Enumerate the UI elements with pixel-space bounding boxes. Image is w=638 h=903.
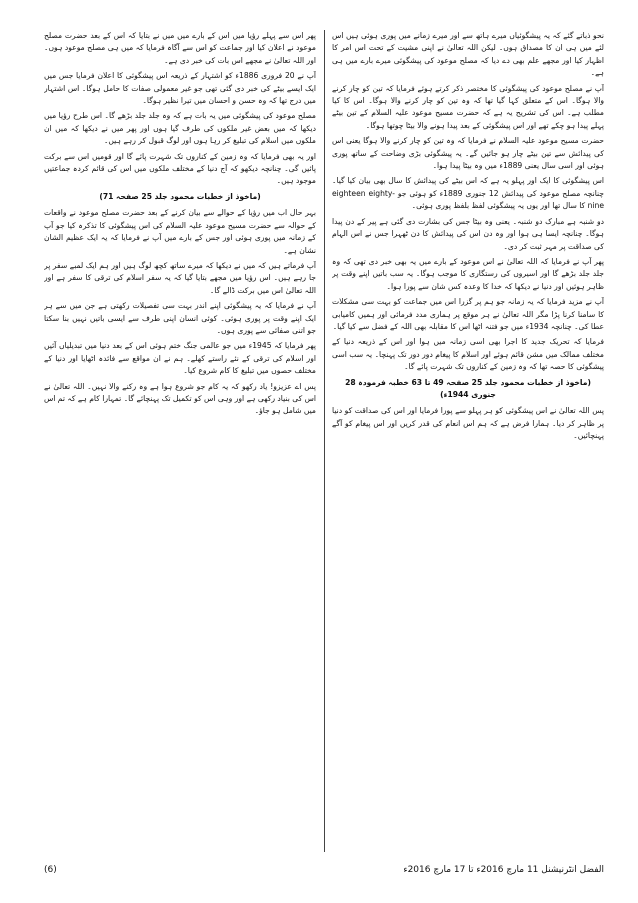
column-divider bbox=[324, 30, 325, 852]
paragraph: آپ فرماتے ہیں کہ میں نے دیکھا کہ میرے ساتھ کچھ لوگ ہیں اور ہم ایک لمبے سفر پر جا رہے ہیں۔ اس رؤیا میں مجھے بتایا گیا کہ یہ سفر اسلام کی ترقی کا سفر ہے اور اللہ تعالیٰ اس میں برکت ڈالے گا۔ bbox=[44, 260, 316, 295]
paragraph: آپ نے مصلح موعود کی پیشگوئی کا مختصر ذکر کرتے ہوئے فرمایا کہ تین کو چار کرنے والا ہوگا۔ اس کے متعلق کہا گیا تھا کہ وہ تین کو چار کرنے والا ہوگا۔ اس کا کیا مطلب ہے۔ اس کی تشریح یہ ہے کہ حضرت مسیح موعود علیہ السلام کے تین بیٹے پہلے پیدا ہو چکے تھے اور اس پیشگوئی کے بعد پیدا ہونے والا بیٹا چوتھا ہوگا۔ bbox=[332, 83, 604, 130]
paragraph: بہر حال اب میں رؤیا کے حوالے سے بیان کرنے کے بعد حضرت مصلح موعود نے واقعات کے حوالہ سے حضرت مسیح موعود علیہ السلام کی اس پیشگوئی کا تذکرہ کیا جو آپ کے زمانہ میں پوری ہوئی اور جس کے بارے میں آپ نے فرمایا کہ یہ ایک عظیم الشان نشان ہے۔ bbox=[44, 208, 316, 255]
paragraph: پس اللہ تعالیٰ نے اس پیشگوئی کو ہر پہلو سے پورا فرمایا اور اس کی صداقت کو دنیا پر ظاہر کر دیا۔ ہمارا فرض ہے کہ ہم اس انعام کی قدر کریں اور اس پیغام کو آگے پہنچائیں۔ bbox=[332, 406, 604, 441]
citation: (ماخوذ از خطبات محمود جلد 25 صفحہ 71) bbox=[99, 191, 261, 201]
paragraph: آپ نے فرمایا کہ یہ پیشگوئی اپنے اندر بہت سی تفصیلات رکھتی ہے جن میں سے ہر ایک اپنے وقت پر پوری ہوئی۔ کوئی انسان اپنی طرف سے ایسی باتیں نہیں بنا سکتا جو اتنی صفائی سے پوری ہوں۔ bbox=[44, 301, 316, 335]
paragraph: حضرت مسیح موعود علیہ السلام نے فرمایا کہ وہ تین کو چار کرنے والا ہوگا یعنی اس کی پیدائش سے تین بیٹے چار ہو جائیں گے۔ یہ پیشگوئی بڑی وضاحت کے ساتھ پوری ہوئی اور اسی سال یعنی 1889ء میں وہ بیٹا پیدا ہوا۔ bbox=[332, 136, 604, 171]
paragraph: اس پیشگوئی کا ایک اور پہلو یہ ہے کہ اس بیٹے کی پیدائش کا سال بھی بیان کیا گیا۔ چنانچہ مصلح موعود کی پیدائش 12 جنوری 1889ء کو ہوئی جو eighteen eighty-nine کا سال تھا اور یوں یہ پیشگوئی لفظ بلفظ پوری ہوئی۔ bbox=[332, 176, 604, 211]
paragraph: نحو ذباتے گئے کہ یہ پیشگوئیاں میرے ہاتھ سے اور میرے زمانے میں پوری ہوئی ہیں اس لئے میں ہی ان کا مصداق ہوں۔ لیکن اللہ تعالیٰ نے اپنی مشیت کے تحت اس امر کا اظہار کیا اور مجھے علم بھی دے دیا کہ مصلح موعود کی پیشگوئی میرے بارے میں ہی ہے۔ bbox=[332, 31, 604, 78]
paragraph: دو شنبہ ہے مبارک دو شنبہ۔ یعنی وہ بیٹا جس کی بشارت دی گئی ہے پیر کے دن پیدا ہوگا۔ چنانچہ ایسا ہی ہوا اور وہ دن اس کی پیدائش کا دن ٹھہرا جس نے اس الہام کی صداقت پر مہر ثبت کر دی۔ bbox=[332, 216, 604, 251]
paragraph: اور یہ بھی فرمایا کہ وہ زمین کے کناروں تک شہرت پائے گا اور قومیں اس سے برکت پائیں گی۔ چنانچہ دیکھو کہ آج دنیا کے مختلف ملکوں میں اس کی قائم کردہ جماعتیں موجود ہیں۔ bbox=[44, 151, 316, 186]
paragraph: فرمایا کہ تحریک جدید کا اجرا بھی اسی زمانہ میں ہوا اور اس کے ذریعہ دنیا کے مختلف ممالک میں مشن قائم ہوئے اور اسلام کا پیغام دور دور تک پہنچا۔ یہ سب اسی پیشگوئی کا حصہ تھا کہ وہ زمین کے کناروں تک شہرت پائے گا۔ bbox=[332, 337, 604, 372]
paragraph: پس اے عزیزو! یاد رکھو کہ یہ کام جو شروع ہوا ہے وہ رکنے والا نہیں۔ اللہ تعالیٰ نے اس کی بنیاد رکھی ہے اور وہی اس کو تکمیل تک پہنچائے گا۔ تمہارا کام ہے کہ تم اس میں شامل ہو جاؤ۔ bbox=[44, 381, 316, 416]
right-column bbox=[332, 30, 604, 852]
paragraph: پھر فرمایا کہ 1945ء میں جو عالمی جنگ ختم ہوئی اس کے بعد دنیا میں تبدیلیاں آئیں اور اسلام کی ترقی کے نئے راستے کھلے۔ ہم نے ان مواقع سے فائدہ اٹھایا اور دنیا کے مختلف حصوں میں تبلیغ کا کام شروع کیا۔ bbox=[44, 341, 316, 376]
paragraph: آپ نے مزید فرمایا کہ یہ زمانہ جو ہم پر گزرا اس میں جماعت کو بہت سی مشکلات کا سامنا کرنا پڑا مگر اللہ تعالیٰ نے ہر موقع پر ہماری مدد فرمائی اور ہمیں کامیابی عطا کی۔ چنانچہ 1934ء میں جو فتنہ اٹھا اس کا مقابلہ بھی اللہ کے فضل سے کیا گیا۔ bbox=[332, 297, 604, 331]
paragraph: مصلح موعود کی پیشگوئی میں یہ بات ہے کہ وہ جلد جلد بڑھے گا۔ اس طرح رؤیا میں دیکھا کہ میں بعض غیر ملکوں کی طرف گیا ہوں اور پھر میں نے دیکھا کہ میں ان ملکوں میں اسلام کی تبلیغ کر رہا ہوں اور لوگ قبول کر رہے ہیں۔ bbox=[44, 111, 316, 146]
citation: (ماخوذ از خطبات محمود جلد 25 صفحہ 49 تا 63 خطبہ فرمودہ 28 جنوری 1944ء) bbox=[345, 377, 591, 399]
article-columns bbox=[44, 30, 604, 852]
paragraph: آپ نے 20 فروری 1886ء کو اشتہار کے ذریعہ اس پیشگوئی کا اعلان فرمایا جس میں ایک ایسے بیٹے کی خبر دی گئی تھی جو غیر معمولی صفات کا حامل ہوگا۔ اس اشتہار میں درج تھا کہ وہ حسن و احسان میں تیرا نظیر ہوگا۔ bbox=[44, 71, 316, 106]
page-number: (6) bbox=[44, 865, 57, 875]
page-footer bbox=[44, 860, 604, 880]
footer-masthead: الفضل انٹرنیشنل 11 مارچ 2016ء تا 17 مارچ 2016ء bbox=[403, 865, 604, 875]
paragraph: پھر آپ نے فرمایا کہ اللہ تعالیٰ نے اس موعود کے بارے میں یہ بھی خبر دی تھی کہ وہ جلد جلد بڑھے گا اور اسیروں کی رستگاری کا موجب ہوگا۔ یہ سب باتیں اپنے وقت پر ظاہر ہوئیں اور دنیا نے دیکھا کہ خدا کا وعدہ کس شان سے پورا ہوا۔ bbox=[332, 256, 604, 291]
paragraph: پھر اس سے پہلے رؤیا میں اس کے بارے میں میں نے بتایا کہ اس کے بعد حضرت مصلح موعود نے اعلان کیا اور جماعت کو اس سے آگاہ فرمایا کہ میں ہی مصلح موعود ہوں۔ اور اللہ تعالیٰ نے مجھے اس بات کی خبر دی ہے۔ bbox=[44, 31, 316, 65]
left-column bbox=[44, 30, 316, 852]
